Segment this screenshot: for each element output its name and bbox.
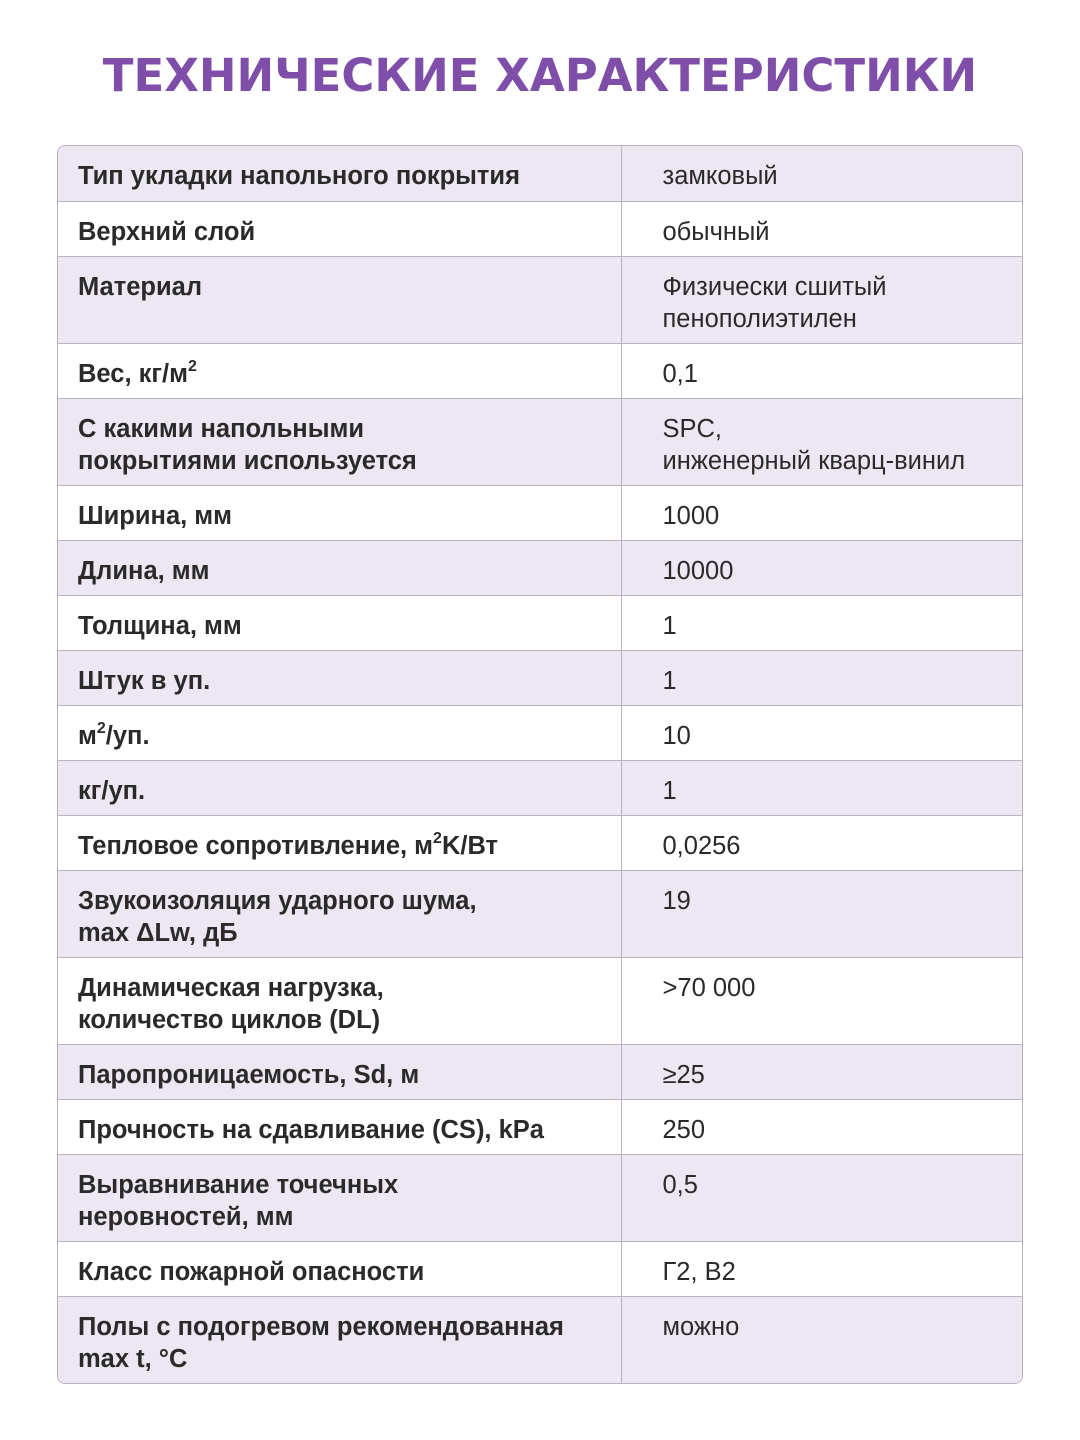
spec-label: Тип укладки напольного покрытия bbox=[58, 146, 621, 201]
spec-label: Паропроницаемость, Sd, м bbox=[58, 1044, 621, 1099]
spec-label: Верхний слой bbox=[58, 201, 621, 256]
spec-label: Выравнивание точечных неровностей, мм bbox=[58, 1154, 621, 1241]
spec-value: 1 bbox=[621, 760, 1022, 815]
spec-row-pieces-per-pack bbox=[58, 650, 1022, 705]
spec-value: замковый bbox=[621, 146, 1022, 201]
spec-row-compatible-floors bbox=[58, 398, 1022, 485]
spec-row-width bbox=[58, 485, 1022, 540]
spec-value: >70 000 bbox=[621, 957, 1022, 1044]
spec-value: 10000 bbox=[621, 540, 1022, 595]
spec-value: ≥25 bbox=[621, 1044, 1022, 1099]
spec-row-material bbox=[58, 256, 1022, 343]
spec-value: 0,5 bbox=[621, 1154, 1022, 1241]
spec-value: можно bbox=[621, 1296, 1022, 1383]
spec-label: Штук в уп. bbox=[58, 650, 621, 705]
spec-value: Г2, В2 bbox=[621, 1241, 1022, 1296]
spec-row-vapor-permeability bbox=[58, 1044, 1022, 1099]
spec-value: 19 bbox=[621, 870, 1022, 957]
spec-value: обычный bbox=[621, 201, 1022, 256]
spec-value: 1000 bbox=[621, 485, 1022, 540]
spec-label: Полы с подогревом рекомендованная max t, °C bbox=[58, 1296, 621, 1383]
spec-row-thermal-resistance bbox=[58, 815, 1022, 870]
spec-row-impact-sound bbox=[58, 870, 1022, 957]
spec-label: Класс пожарной опасности bbox=[58, 1241, 621, 1296]
spec-row-installation-type bbox=[58, 146, 1022, 201]
spec-label: Материал bbox=[58, 256, 621, 343]
spec-label: Толщина, мм bbox=[58, 595, 621, 650]
spec-label: Прочность на сдавливание (CS), kPa bbox=[58, 1099, 621, 1154]
spec-value: 0,0256 bbox=[621, 815, 1022, 870]
spec-label: С какими напольными покрытиями используется bbox=[58, 398, 621, 485]
spec-row-underfloor-heating bbox=[58, 1296, 1022, 1383]
spec-value: 1 bbox=[621, 595, 1022, 650]
spec-label: Звукоизоляция ударного шума, max ΔLw, дБ bbox=[58, 870, 621, 957]
spec-row-weight-per-pack bbox=[58, 760, 1022, 815]
spec-row-weight bbox=[58, 343, 1022, 398]
spec-value: 1 bbox=[621, 650, 1022, 705]
spec-row-dynamic-load bbox=[58, 957, 1022, 1044]
spec-label: Ширина, мм bbox=[58, 485, 621, 540]
spec-row-fire-class bbox=[58, 1241, 1022, 1296]
spec-row-length bbox=[58, 540, 1022, 595]
spec-label: Тепловое сопротивление, $м^2K/Вт$ bbox=[58, 815, 621, 870]
spec-row-top-layer bbox=[58, 201, 1022, 256]
spec-value: 250 bbox=[621, 1099, 1022, 1154]
spec-value: Физически сшитый пенополиэтилен bbox=[621, 256, 1022, 343]
spec-row-compressive-strength bbox=[58, 1099, 1022, 1154]
spec-row-unevenness-leveling bbox=[58, 1154, 1022, 1241]
spec-label: $м^2/уп$. bbox=[58, 705, 621, 760]
spec-row-area-per-pack bbox=[58, 705, 1022, 760]
spec-label: Динамическая нагрузка, количество циклов (DL) bbox=[58, 957, 621, 1044]
spec-value: 0,1 bbox=[621, 343, 1022, 398]
spec-label: Вес, $кг/м^2$ bbox=[58, 343, 621, 398]
spec-value: SPC, инженерный кварц-винил bbox=[621, 398, 1022, 485]
spec-value: 10 bbox=[621, 705, 1022, 760]
specs-table bbox=[57, 145, 1023, 1384]
spec-label: Длина, мм bbox=[58, 540, 621, 595]
spec-label: кг/уп. bbox=[58, 760, 621, 815]
page-title: ТЕХНИЧЕСКИЕ ХАРАКТЕРИСТИКИ bbox=[102, 49, 978, 102]
spec-row-thickness bbox=[58, 595, 1022, 650]
